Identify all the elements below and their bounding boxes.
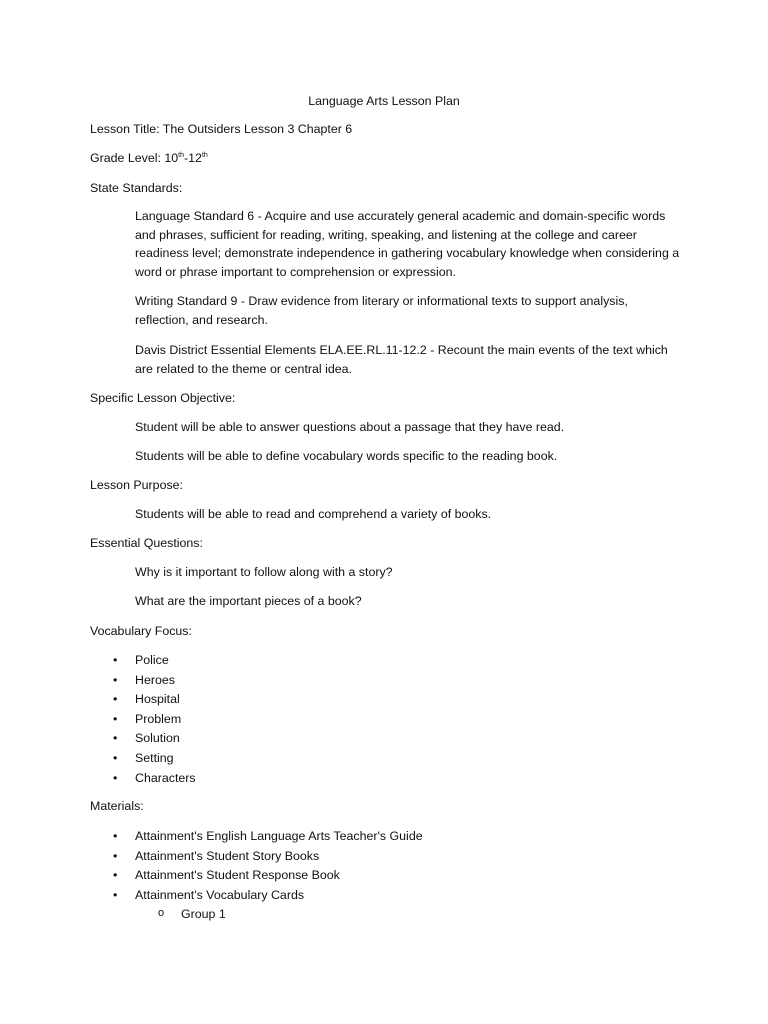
vocabulary-word: Police bbox=[135, 653, 169, 667]
grade-level-sup-end: th bbox=[201, 152, 208, 159]
vocabulary-item bbox=[90, 749, 196, 769]
material-text: Attainment's Vocabulary Cards bbox=[135, 887, 305, 902]
objective-item: Student will be able to answer questions about a passage that they have read. bbox=[135, 420, 565, 434]
material-item bbox=[90, 827, 423, 847]
document-title: Language Arts Lesson Plan bbox=[308, 94, 460, 108]
vocabulary-word: Problem bbox=[135, 711, 182, 726]
bullet-icon: • bbox=[113, 770, 118, 785]
standard-davis-district: Davis District Essential Elements ELA.EE.RL.11-12.2 - Recount the main events of the text which are related to the theme or central idea. bbox=[135, 343, 668, 376]
material-text: Attainment's English Language Arts Teacher's Guide bbox=[135, 829, 423, 843]
bullet-icon: • bbox=[113, 672, 118, 687]
vocabulary-list bbox=[90, 651, 196, 788]
objective-heading: Specific Lesson Objective: bbox=[90, 391, 236, 405]
material-item bbox=[90, 886, 423, 906]
essential-question-item: Why is it important to follow along with a story? bbox=[135, 565, 393, 579]
vocabulary-item bbox=[90, 729, 196, 749]
material-item bbox=[90, 847, 423, 867]
vocabulary-item bbox=[90, 690, 196, 710]
material-text: Attainment's Student Story Books bbox=[135, 848, 320, 863]
state-standards-heading: State Standards: bbox=[90, 181, 183, 195]
bullet-icon: • bbox=[113, 887, 118, 902]
bullet-icon: • bbox=[113, 692, 118, 707]
standard-language-6: Language Standard 6 - Acquire and use accurately general academic and domain-specific words and phrases, sufficient for reading, writing, speaking, and listening at the college and career readiness level; demonstrate independence in gathering vocabulary knowledge when considering a word or phrase important to comprehension or expression. bbox=[135, 209, 680, 279]
bullet-icon: • bbox=[113, 829, 118, 843]
vocabulary-item bbox=[90, 651, 196, 671]
bullet-icon: • bbox=[113, 868, 118, 883]
vocabulary-word: Hospital bbox=[135, 692, 180, 707]
bullet-icon: • bbox=[113, 731, 118, 746]
material-text: Attainment's Student Response Book bbox=[135, 868, 340, 883]
grade-level bbox=[90, 149, 208, 168]
vocabulary-word: Characters bbox=[135, 770, 196, 785]
circle-bullet-icon: o bbox=[158, 907, 165, 919]
purpose-item: Students will be able to read and comprehend a variety of books. bbox=[135, 507, 492, 521]
grade-level-sup-start: th bbox=[178, 152, 185, 159]
essential-questions-heading: Essential Questions: bbox=[90, 536, 203, 550]
bullet-icon: • bbox=[113, 848, 118, 863]
grade-level-range-end: -12 bbox=[184, 151, 202, 165]
bullet-icon: • bbox=[113, 711, 118, 726]
material-item bbox=[90, 866, 423, 886]
standard-writing-9: Writing Standard 9 - Draw evidence from literary or informational texts to support analysis, reflection, and research. bbox=[135, 294, 628, 327]
materials-list bbox=[90, 827, 423, 905]
vocabulary-item bbox=[90, 769, 196, 789]
material-sub-text: Group 1 bbox=[181, 907, 226, 921]
vocabulary-item bbox=[90, 710, 196, 730]
vocabulary-word: Setting bbox=[135, 750, 174, 765]
vocabulary-word: Heroes bbox=[135, 672, 175, 687]
bullet-icon: • bbox=[113, 750, 118, 765]
materials-sub-list bbox=[135, 905, 226, 925]
vocabulary-heading: Vocabulary Focus: bbox=[90, 624, 192, 638]
lesson-title: Lesson Title: The Outsiders Lesson 3 Chapter 6 bbox=[90, 122, 353, 136]
materials-heading: Materials: bbox=[90, 799, 144, 813]
purpose-heading: Lesson Purpose: bbox=[90, 478, 183, 492]
essential-question-item: What are the important pieces of a book? bbox=[135, 594, 362, 608]
bullet-icon: • bbox=[113, 653, 118, 667]
vocabulary-word: Solution bbox=[135, 731, 180, 746]
grade-level-label: Grade Level: 10 bbox=[90, 151, 179, 165]
material-sub-item bbox=[135, 905, 226, 925]
objective-item: Students will be able to define vocabulary words specific to the reading book. bbox=[135, 449, 558, 463]
vocabulary-item bbox=[90, 671, 196, 691]
